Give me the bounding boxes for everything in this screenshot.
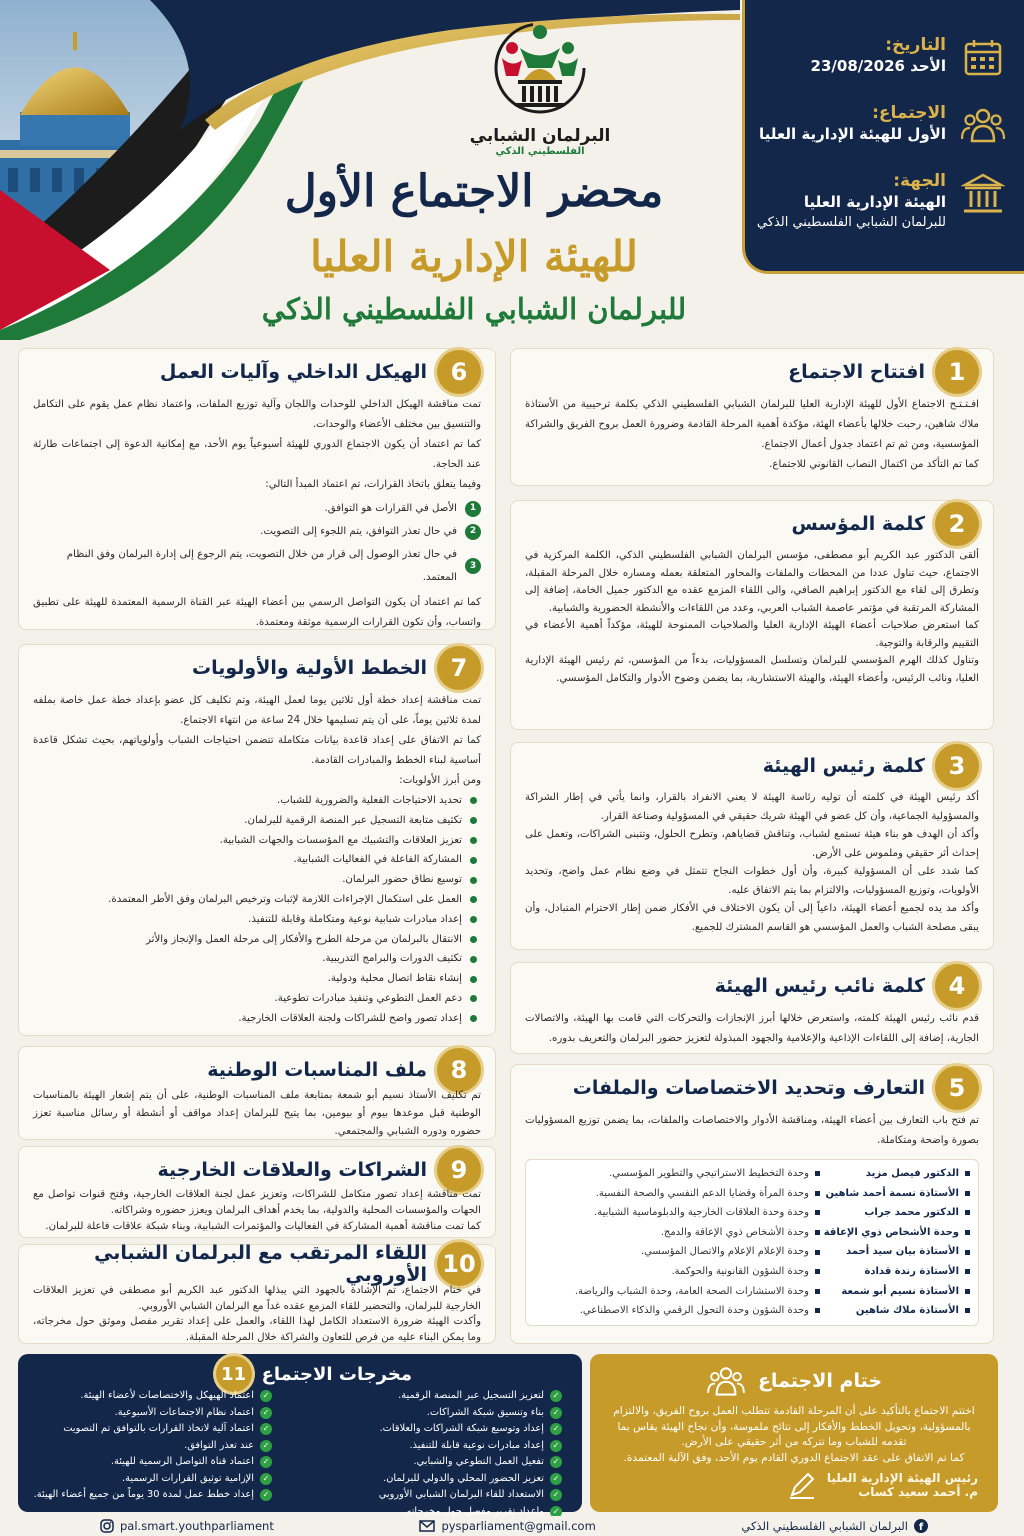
section-text: كما شدد على أن المسؤولية كبيرة، وأن أول خطوات النجاح تتمثل في وضع نظام عمل واضح، وتحديد الأولويات، وتوزيع المسؤوليات، والالتزام بما يتم الاتفاق عليه. (525, 866, 979, 896)
decision-rules (33, 497, 481, 589)
person-name-text: الدكتور محمد جراب (864, 1207, 959, 1219)
output-text: اعتماد آلية لاتخاذ القرارات بالتوافق تم التصويت (63, 1423, 254, 1434)
bullet-icon (470, 877, 477, 884)
bullet-icon (815, 1171, 820, 1176)
person-name (820, 1242, 970, 1262)
section-vice-president-speech (510, 962, 994, 1054)
person-name-text: الأستاذة نسمة أحمد شاهين (825, 1187, 959, 1199)
person-role-text: وحدة الإعلام الإعلام والاتصال المؤسسي. (640, 1246, 809, 1258)
check-icon: ✓ (260, 1456, 272, 1468)
meeting-info-box (742, 0, 1024, 274)
output-text: الإزامية توثيق القرارات الرسمية. (122, 1472, 254, 1484)
section-number: 3 (935, 744, 979, 788)
section-number: 6 (437, 350, 481, 394)
priority-item (33, 791, 477, 811)
output-item (292, 1471, 562, 1488)
person-role-text: وحدة الأشخاص ذوي الإعاقة والدمج. (660, 1226, 809, 1238)
people-row (534, 1184, 970, 1204)
pen-icon (787, 1470, 817, 1500)
check-icon: ✓ (260, 1473, 272, 1485)
output-text: لتعزيز التسجيل عبر المنصة الرقمية. (398, 1390, 544, 1401)
section-text: تم تكليف الأستاذ نسيم أبو شمعة بمتابعة ملف المناسبات الوطنية، على أن يتم إشعار الهيئة بالمناسبات الوطنية قبل موعدها بيوم أو بيومين، بما يتيح للبرلمان إعداد مواقف أو أنشطة أو رسائل مناسبة تعزز حضوره ودوره الشبابي والمجتمعي. (33, 1090, 481, 1137)
check-icon: ✓ (550, 1440, 562, 1452)
meeting-value: الأول للهيئة الإدارية العليا (759, 125, 946, 143)
priority-item (33, 949, 477, 969)
output-item (22, 1405, 272, 1422)
bullet-icon (965, 1250, 970, 1255)
people-row (534, 1242, 970, 1262)
section-text: تمت مناقشة إعداد خطة أول ثلاثين يوما لعمل الهيئة، وتم تكليف كل عضو بإعداد خطة عمل خاصة بملفه لمدة ثلاثين يوماً، على أن يتم تسليمها خلال 24 ساعة من انتهاء الاجتماع. (33, 695, 481, 726)
footer (0, 1516, 1024, 1536)
priority-text: إنشاء نقاط اتصال محلية ودولية. (327, 973, 462, 985)
output-text: بناء وتنسيق شبكة الشراكات. (426, 1406, 544, 1418)
title-line-3: للبرلمان الشبابي الفلسطيني الذكي (261, 292, 687, 326)
section-title: اللقاء المرتقب مع البرلمان الشبابي الأوروبي (94, 1242, 427, 1286)
bullet-icon (815, 1308, 820, 1313)
check-icon: ✓ (550, 1473, 562, 1485)
priority-item (33, 930, 477, 950)
date-value: الأحد 23/08/2026 (810, 57, 946, 75)
bullet-icon (965, 1269, 970, 1274)
priority-text: المشاركة الفاعلة في الفعاليات الشبابية. (293, 854, 462, 866)
person-role-text: وحدة المرأة وقضايا الدعم النفسي والصحة النفسية. (595, 1187, 809, 1199)
section-number: 1 (935, 350, 979, 394)
title-line-1: محضر الاجتماع الأول (284, 166, 664, 217)
section-text: قدم نائب رئيس الهيئة كلمته، واستعرض خلالها أبرز الإنجازات والتحركات التي قامت بها الهيئة، والاتصالات الجارية، إضافة إلى اللقاءات الإذاعية والإعلامية والجهود المبذولة لتعزيز حضور البرلمان والتعريف بدوره. (525, 1013, 979, 1044)
instagram-icon (100, 1519, 114, 1533)
bullet-icon (815, 1250, 820, 1255)
section-title: الخطط الأولية والأولويات (192, 657, 427, 679)
person-name-text: الأستاذة رندة قدادة (864, 1265, 959, 1277)
section-title: الهيكل الداخلي وآليات العمل (159, 361, 427, 383)
section-number: 9 (437, 1148, 481, 1192)
bullet-icon (815, 1230, 820, 1235)
person-role-text: وحدة وحدة العلاقات الخارجية والدبلوماسية الشبابية. (594, 1207, 809, 1219)
section-title: الشراكات والعلاقات الخارجية (157, 1159, 427, 1181)
bullet-icon (470, 896, 477, 903)
signature-name: م. أحمد سعيد كساب (858, 1485, 978, 1499)
person-role (534, 1223, 820, 1243)
output-item (22, 1487, 272, 1504)
person-name (820, 1184, 970, 1204)
bullet-icon (470, 916, 477, 923)
rule-item (33, 497, 481, 520)
check-icon: ✓ (550, 1456, 562, 1468)
section-plans (18, 644, 496, 1036)
people-row (534, 1301, 970, 1321)
person-name-text: الدكتور فيصل مزيد (865, 1168, 959, 1179)
rule-number: 1 (465, 501, 481, 517)
section-text: تم فتح باب التعارف بين أعضاء الهيئة، ومناقشة الأدوار والاختصاصات والملفات، بما يضمن توزيع المسؤوليات بصورة واضحة ومتكاملة. (525, 1115, 979, 1146)
priority-item (33, 831, 477, 851)
priority-item (33, 989, 477, 1009)
bullet-icon (815, 1210, 820, 1215)
output-text: إعداد خطط عمل لمدة 30 يوماً من جميع أعضاء الهيئة. (33, 1489, 254, 1500)
section-text: كما تم الاتفاق على إعداد قاعدة بيانات متكاملة تتضمن احتياجات الشباب وأولوياتهم، بحيث تشكل قاعدة أساسية لبناء الخطط والمبادرات القادمة. (33, 735, 481, 766)
check-icon: ✓ (260, 1390, 272, 1402)
bullet-icon (815, 1191, 820, 1196)
bullet-icon (470, 1015, 477, 1022)
section-number: 10 (437, 1242, 481, 1286)
logo (440, 18, 640, 158)
output-text: اعتماد الهيهكل والاختصاصات لأعضاء الهيئة. (80, 1390, 254, 1401)
bullet-icon (815, 1269, 820, 1274)
person-role (534, 1164, 820, 1184)
output-text: الاستعداد للقاء البرلمان الشبابي الأوروبي (378, 1489, 544, 1500)
section-text: كما تم التأكد من اكتمال النصاب القانوني للاجتماع. (769, 459, 979, 470)
section-text: وأكد مد يده لجميع أعضاء الهيئة، داعياً إلى أن يكون الاختلاف في الأفكار ضمن إطار الاحترام المتبادل، وأن يبقى مصلحة الشباب والعمل المؤسسي هو القاسم المشترك للجميع. (525, 903, 979, 933)
bullet-icon (965, 1210, 970, 1215)
section-number: 4 (935, 964, 979, 1008)
section-outputs (18, 1354, 582, 1517)
output-item (292, 1421, 562, 1438)
output-text: اعتماد قناة التواصل الرسمية للهيئة. (110, 1456, 254, 1467)
person-name-text: الأستاذة ملاك شاهين (855, 1305, 959, 1317)
section-title: افتتاح الاجتماع (788, 361, 925, 383)
priorities-list (33, 791, 481, 1029)
people-row (534, 1282, 970, 1302)
facebook-text: البرلمان الشبابي الفلسطيني الذكي (741, 1519, 908, 1533)
output-item (22, 1388, 272, 1405)
section-text: افـتـتـح الاجتماع الأول للهيئة الإدارية العليا للبرلمان الشبابي الفلسطيني الذكي بكلمة ترحيبية من الأستاذة ملاك شاهين، رحبت خلالها بأعضاء الهئة، مؤكدة أهمية المرحلة القادمة وضرورة العمل بروح الفريق والشراكة المؤسسية، ومن ثم تم اعتماد جدول أعمال الاجتماع. (525, 399, 979, 450)
person-role (534, 1301, 820, 1321)
body-value-2: للبرلمان الشبابي الفلسطيني الذكي (756, 215, 946, 230)
bullet-icon (470, 857, 477, 864)
priority-text: الانتقال بالبرلمان من مرحلة الطرح والأفكار إلى مرحلة العمل والإنجاز والأثر (145, 933, 462, 945)
instagram-text: pal.smart.youthparliament (120, 1519, 274, 1533)
priority-item (33, 910, 477, 930)
section-number: 7 (437, 646, 481, 690)
bullet-icon (470, 817, 477, 824)
closing-text: كما تم الاتفاق على عقد الاجتماع الدوري القادم يوم الأحد، وفق الآلية المعتمدة. (623, 1451, 965, 1464)
rule-number: 2 (465, 524, 481, 540)
check-icon: ✓ (550, 1390, 562, 1402)
section-text: ألقى الدكتور عبد الكريم أبو مصطفى، مؤسس البرلمان الشبابي الفلسطيني الذكي، الكلمة المركزية في الاجتماع، حيث تناول عددا من المحطات والملفات والمحاور المتعلقة بعمله ومساره خلال المرحلة المقبلة، وتطرق إلى لقاء مع الدكتور إبراهيم الصافي، والى اللقاء المزمع عقده مع الدكتور جميل الخامة، إضافة إلى المشاركة المرتقبة في مؤتمر عاصمة الشباب العربي، وعدد من اللقاءات والأنشطة الحضورية والشبابية. (525, 550, 979, 614)
person-name (820, 1282, 970, 1302)
person-name (820, 1262, 970, 1282)
parliament-logo-icon (480, 18, 600, 118)
facebook-icon (914, 1519, 928, 1533)
section-national-occasions (18, 1046, 496, 1140)
person-role-text: وحدة التخطيط الاستراتيجي والتطوير المؤسسي. (609, 1168, 809, 1179)
person-role (534, 1242, 820, 1262)
section-partnerships (18, 1146, 496, 1238)
person-role-text: وحدة الاستشارات الصحة العامة، وحدة الشباب والرياضة. (574, 1285, 809, 1297)
people-row (534, 1262, 970, 1282)
bullet-icon (470, 936, 477, 943)
footer-instagram[interactable] (100, 1519, 274, 1533)
person-role (534, 1203, 820, 1223)
rule-number: 3 (465, 558, 481, 574)
group-icon (960, 102, 1006, 148)
outputs-list-left (292, 1388, 562, 1520)
person-name (820, 1223, 970, 1243)
mail-icon (419, 1520, 435, 1532)
email-text: pysparliament@gmail.com (441, 1519, 596, 1533)
output-item (22, 1471, 272, 1488)
section-founder-speech (510, 500, 994, 730)
section-number: 5 (935, 1066, 979, 1110)
svg-text:f: f (918, 1522, 924, 1533)
section-text: كما استعرض صلاحيات أعضاء الهيئة الإدارية العليا والصلاحيات الممنوحة للهيئة، مؤكداً أهمية الأعضاء في التقييم والرقابة والتوجية. (525, 620, 979, 649)
rule-item (33, 543, 481, 589)
priority-item (33, 870, 477, 890)
priority-item (33, 1009, 477, 1029)
section-closing (590, 1354, 998, 1512)
people-row (534, 1203, 970, 1223)
rule-text: في حال تعذر الوصول إلى قرار من خلال التصويت، يتم الرجوع إلى إدارة البرلمان وفق النظام المعتمد. (66, 549, 457, 583)
person-name (820, 1203, 970, 1223)
output-item (292, 1405, 562, 1422)
priority-item (33, 811, 477, 831)
closing-text: اختتم الاجتماع بالتأكيد على أن المرحلة القادمة تتطلب العمل بروح الفريق، والالتزام بالمسؤولية، وتحويل الخطط والأفكار إلى نتائج ملموسة، وأن نجاح الهيئة يقاس بما تقدمه للشباب وما تتركه من أثر حقيقي على الأرض. (613, 1405, 975, 1448)
section-number: 2 (935, 502, 979, 546)
person-name-text: الأستاذة بيان سيد أحمد (846, 1246, 959, 1258)
date-label: التاريخ: (885, 35, 946, 55)
info-body (745, 170, 1006, 233)
section-opening (510, 348, 994, 486)
output-item (22, 1421, 272, 1438)
logo-name: البرلمان الشبابي (469, 126, 611, 146)
meeting-label: الاجتماع: (872, 103, 946, 123)
priority-text: العمل على استكمال الإجراءات اللازمة لإثبات وترخيص البرلمان وفق الأطر المعتمدة. (108, 893, 462, 905)
person-role (534, 1282, 820, 1302)
title-line-2: للهيئة الإدارية العليا (310, 232, 638, 281)
section-text: أكد رئيس الهيئة في كلمته أن توليه رئاسة الهيئة لا يعني الانفراد بالقرار، وانما يأتي في إطار الشراكة والمسؤولية الجماعية، وأن كل عضو في الهيئة شريك حقيقي في المسؤولية وصناعة القرار. (525, 792, 979, 822)
body-label: الجهة: (893, 171, 946, 191)
section-structure (18, 348, 496, 630)
priority-text: إعداد تصور واضح للشراكات ولجنة العلاقات الخارجية. (238, 1012, 462, 1024)
section-text: كما تم اعتماد أن يكون التواصل الرسمي بين أعضاء الهيئة عبر القناة الرسمية المعتمدة للهيئة على تطبيق واتساب، وأن تكون القرارات الرسمية موثقة ومعتمدة. (33, 597, 481, 628)
check-icon: ✓ (260, 1440, 272, 1452)
people-row (534, 1164, 970, 1184)
signature-title: رئيس الهيئة الإدارية العليا (826, 1471, 978, 1485)
person-role-text: وحدة الشؤون وحدة التحول الرقمي والذكاء الاصطناعي. (579, 1305, 809, 1317)
bullet-icon (965, 1308, 970, 1313)
section-text: كما تم اعتماد أن يكون الاجتماع الدوري للهيئة أسبوعياً يوم الأحد، مع إمكانية الدعوة إلى اجتماعات طارئة عند الحاجة. (33, 439, 481, 470)
closing-title: ختام الاجتماع (757, 1370, 883, 1392)
footer-facebook[interactable] (741, 1519, 928, 1533)
outputs-list-right (22, 1388, 272, 1504)
section-title: التعارف وتحديد الاختصاصات والملفات (572, 1077, 925, 1099)
output-item (292, 1454, 562, 1471)
output-text: اعتماد نظام الاجتماعات الأسبوعية. (114, 1406, 254, 1418)
body-value-1: الهيئة الإدارية العليا (803, 193, 946, 211)
output-item (22, 1454, 272, 1471)
logo-subtitle: الفلسطيني الذكي (495, 146, 585, 157)
bullet-icon (815, 1289, 820, 1294)
person-name (820, 1164, 970, 1184)
people-table (525, 1159, 979, 1326)
section-text: ومن أبرز الأولويات: (399, 775, 481, 786)
output-text: عند تعذر التوافق. (184, 1439, 254, 1451)
priority-text: إعداد مبادرات شبابية نوعية ومتكاملة وقابلة للتنفيذ. (248, 913, 462, 925)
output-item (292, 1438, 562, 1455)
output-text: إعداد مبادرات نوعية قابلة للتنفيذ. (409, 1439, 544, 1451)
calendar-icon (960, 34, 1006, 80)
section-text: وتناول كذلك الهرم المؤسسي للبرلمان وتسلسل المسؤوليات، بدءاً من المؤسس، ثم رئيس الهيئة الإدارية العليا، ونائب الرئيس، وأعضاء الهيئة، والهيئة الاستشارية، بما يضمن وضوح الأدوار والتكامل المؤسسي. (525, 655, 979, 684)
check-icon: ✓ (550, 1407, 562, 1419)
person-role (534, 1262, 820, 1282)
rule-item (33, 520, 481, 543)
bullet-icon (470, 797, 477, 804)
bullet-icon (470, 837, 477, 844)
section-text: وأكدت الهيئة ضرورة الاستعداد الكامل لهذا اللقاء، والعمل على إعداد تقرير مفصل وموثق حول مخرجاته، وما يمكن البناء عليه من فرص للتعاون والشراكة خلال المرحلة المقبلة. (33, 1316, 481, 1343)
check-icon: ✓ (260, 1489, 272, 1501)
priority-item (33, 969, 477, 989)
section-text: تمت مناقشة إعداد تصور متكامل للشراكات، وتعزيز عمل لجنة العلاقات الخارجية، وفتح قنوات تواصل مع الجهات والمؤسسات المحلية والدولية، بما يخدم أهداف البرلمان ويعزز حضوره وشراكاته. (33, 1189, 481, 1216)
priority-text: تكثيف متابعة التسجيل عبر المنصة الرقمية للبرلمان. (244, 814, 462, 826)
priority-text: تحديد الاحتياجات الفعلية والضرورية للشباب. (276, 795, 462, 806)
output-text: إعداد وتوسيع شبكة الشراكات والعلاقات. (379, 1423, 544, 1434)
priority-item (33, 850, 477, 870)
person-role-text: وحدة الشؤون القانونية والحوكمة. (671, 1265, 809, 1277)
section-number: 8 (437, 1048, 481, 1092)
priority-text: تعزيز العلاقات والتشبيك مع المؤسسات والجهات الشبابية. (219, 834, 462, 846)
priority-text: تكثيف الدورات والبرامج التدريبية. (322, 953, 462, 965)
outputs-title: مخرجات الاجتماع (261, 1363, 412, 1385)
output-text: تعزيز الحضور المحلي والدولي للبرلمان. (383, 1472, 544, 1484)
section-text: وأكد أن الهدف هو بناء هيئة تستمع لشباب، وتناقش قضاياهم، وتطرح الحلول، وتتبنى الشراكات، وتعمل على إحداث أثر حقيقي وملموس على الأرض. (525, 829, 979, 859)
person-name-text: الأستاذة نسيم أبو شمعة (841, 1285, 959, 1297)
section-text: في ختام الاجتماع، تم الإشادة بالجهود التي يبذلها الدكتور عبد الكريم أبو مصطفى في تعزيز العلاقات الخارجية للبرلمان، والتحضير للقاء المزمع عقده غداً مع البرلمان الشبابي الأوروبي. (33, 1285, 481, 1312)
footer-email[interactable] (419, 1519, 595, 1533)
bullet-icon (965, 1289, 970, 1294)
section-title: ملف المناسبات الوطنية (207, 1059, 427, 1081)
rule-text: في حال تعذر التوافق، يتم اللجوء إلى التصويت. (260, 526, 457, 537)
bullet-icon (470, 976, 477, 983)
priority-text: دعم العمل التطوعي وتنفيذ مبادرات تطوعية. (274, 992, 462, 1004)
check-icon: ✓ (260, 1407, 272, 1419)
section-title: كلمة رئيس الهيئة (762, 755, 925, 777)
people-row (534, 1223, 970, 1243)
info-meeting (745, 102, 1006, 148)
section-text: تمت مناقشة الهيكل الداخلي للوحدات واللجان وآلية توزيع الملفات، واعتماد نظام عمل يقوم على التكامل والتنسيق بين مختلف الأعضاء والوحدات. (33, 399, 481, 430)
section-title: كلمة نائب رئيس الهيئة (714, 975, 925, 997)
rule-text: الأصل في القرارات هو التوافق. (324, 503, 457, 514)
section-number: 11 (216, 1356, 252, 1392)
institution-icon (960, 170, 1006, 216)
section-text: وفيما يتعلق باتخاذ القرارات، تم اعتماد المبدأ التالي: (265, 479, 481, 490)
person-name (820, 1301, 970, 1321)
output-item (292, 1388, 562, 1405)
section-roles (510, 1064, 994, 1344)
bullet-icon (965, 1191, 970, 1196)
person-role (534, 1184, 820, 1204)
output-item (292, 1487, 562, 1504)
priority-item (33, 890, 477, 910)
priority-text: توسيع نطاق حضور البرلمان. (342, 874, 462, 886)
group-icon (706, 1364, 746, 1398)
check-icon: ✓ (550, 1506, 562, 1518)
bullet-icon (470, 956, 477, 963)
output-item (22, 1438, 272, 1455)
bullet-icon (965, 1230, 970, 1235)
person-name-text: وحدة الأشخاص ذوي الإعاقة (823, 1226, 959, 1238)
bullet-icon (965, 1171, 970, 1176)
check-icon: ✓ (550, 1423, 562, 1435)
section-text: كما تمت مناقشة أهمية المشاركة في الفعاليات والمؤتمرات الشبابية، وبناء شبكة علاقات فاعلة للبرلمان. (45, 1221, 481, 1232)
output-text: وإعداد تقرير مفصل حول مخرجاته. (403, 1505, 544, 1517)
output-text: تفعيل العمل التطوعي والشبابي. (413, 1456, 544, 1467)
section-title: كلمة المؤسس (791, 513, 925, 535)
section-president-speech (510, 742, 994, 950)
check-icon: ✓ (550, 1489, 562, 1501)
bullet-icon (470, 995, 477, 1002)
info-date (745, 34, 1006, 80)
section-european-meeting (18, 1244, 496, 1344)
check-icon: ✓ (260, 1423, 272, 1435)
